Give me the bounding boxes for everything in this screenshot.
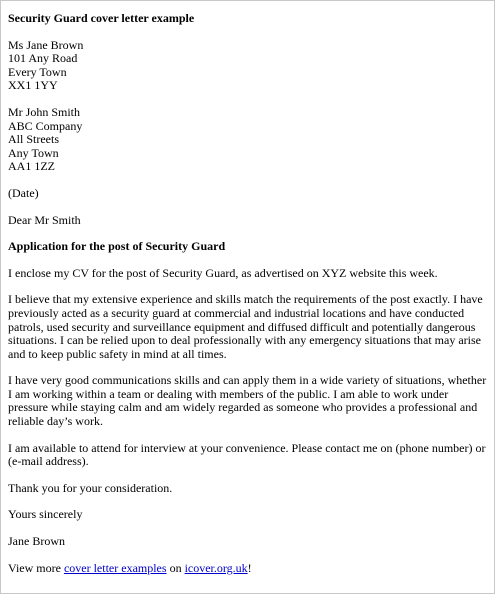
signature: Jane Brown bbox=[8, 534, 65, 549]
footer-links bbox=[8, 562, 492, 576]
letter-title: Security Guard cover letter example bbox=[8, 11, 195, 25]
cover-letter-examples-link[interactable]: cover letter examples bbox=[63, 560, 167, 575]
footer-prefix: View more bbox=[8, 560, 64, 575]
recipient-address bbox=[8, 106, 492, 174]
closing: Yours sincerely bbox=[8, 507, 83, 522]
footer-middle: on bbox=[166, 560, 185, 575]
sender-street: 101 Any Road bbox=[8, 51, 78, 66]
paragraph-intro: I enclose my CV for the post of Security Guard, as advertised on XYZ website this week. bbox=[8, 265, 438, 280]
icover-site-link[interactable]: icover.org.uk bbox=[184, 560, 248, 575]
recipient-company: ABC Company bbox=[8, 118, 83, 133]
salutation: Dear Mr Smith bbox=[8, 212, 81, 227]
cover-letter bbox=[8, 12, 492, 575]
paragraph-availability: I am available to attend for interview at your convenience. Please contact me on (phone number) or (e-mail address). bbox=[8, 440, 486, 469]
recipient-postcode: AA1 1ZZ bbox=[8, 159, 55, 174]
paragraph-thanks: Thank you for your consideration. bbox=[8, 480, 173, 495]
paragraph-skills: I have very good communications skills and can apply them in a wide variety of situations, whether I am working within a team or dealing with members of the public. I am able to work under pressure while staying calm and am widely regarded as someone who provides a professional and reliable day’s work. bbox=[8, 373, 487, 429]
letter-date: (Date) bbox=[8, 185, 39, 200]
subject-heading: Application for the post of Security Guard bbox=[8, 239, 226, 254]
footer-suffix: ! bbox=[247, 560, 252, 575]
sender-name: Ms Jane Brown bbox=[8, 37, 84, 52]
sender-address bbox=[8, 39, 492, 93]
paragraph-experience: I believe that my extensive experience and skills match the requirements of the post exactly. I have previously acted as a security guard at commercial and industrial locations and have conducted patrols, used security and surveillance equipment and diffused difficult and potentially dangerous situations. I can be relied upon to deal professionally with any emergency situations that may arise and to keep public safety in mind at all times. bbox=[8, 292, 483, 361]
recipient-name: Mr John Smith bbox=[8, 104, 81, 119]
recipient-town: Any Town bbox=[8, 145, 59, 160]
sender-postcode: XX1 1YY bbox=[8, 78, 58, 93]
recipient-street: All Streets bbox=[8, 132, 59, 147]
sender-town: Every Town bbox=[8, 64, 67, 79]
